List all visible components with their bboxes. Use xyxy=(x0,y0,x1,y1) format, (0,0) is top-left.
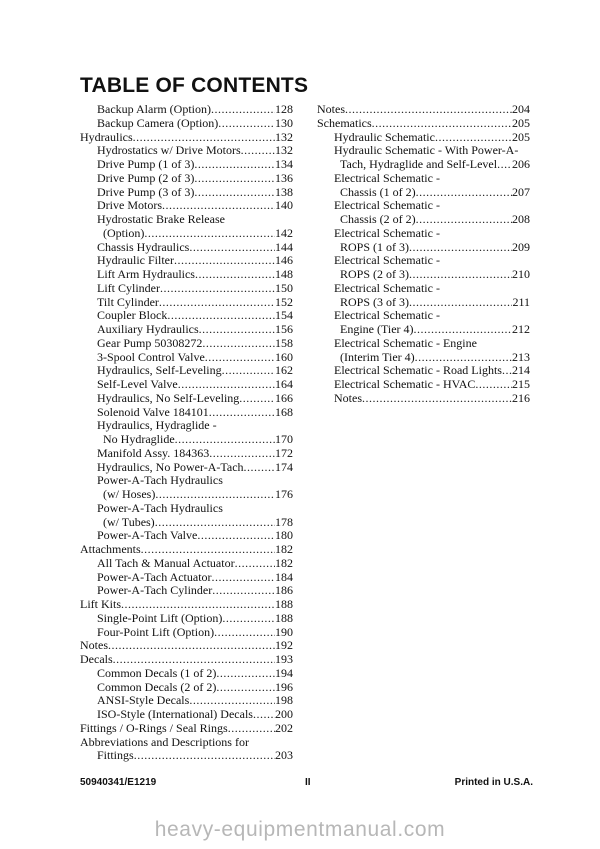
toc-left-column xyxy=(80,103,293,763)
toc-entry-title: Lift Kits xyxy=(80,598,121,611)
dot-leader xyxy=(409,268,512,282)
dot-leader xyxy=(502,364,512,378)
toc-entry-title: Fittings / O-Rings / Seal Rings xyxy=(80,721,228,735)
dot-leader xyxy=(416,186,512,200)
toc-entry-title: Single-Point Lift (Option) xyxy=(97,611,223,625)
toc-entry-title: Lift Arm Hydraulics xyxy=(97,268,195,281)
toc-entry-title: Fittings xyxy=(97,749,134,763)
toc-entry[interactable] xyxy=(317,241,530,255)
toc-entry-page: 166 xyxy=(275,391,293,405)
toc-entry-page: 192 xyxy=(275,639,293,653)
toc-entry-page: 136 xyxy=(275,171,293,185)
toc-entry[interactable] xyxy=(80,543,293,557)
toc-entry[interactable] xyxy=(80,241,293,255)
toc-entry-page: 202 xyxy=(275,721,293,735)
toc-entry-title: Hydrostatics w/ Drive Motors xyxy=(97,144,241,158)
dot-leader xyxy=(211,103,275,117)
toc-entry[interactable] xyxy=(80,158,293,172)
toc-entry[interactable] xyxy=(80,378,293,392)
toc-entry-title: Lift Cylinder xyxy=(97,281,160,295)
toc-entry[interactable] xyxy=(80,268,293,282)
toc-entry-page: 190 xyxy=(275,625,293,639)
toc-entry[interactable] xyxy=(80,419,293,433)
toc-entry-title: Engine (Tier 4) xyxy=(340,323,414,336)
toc-entry[interactable] xyxy=(317,323,530,337)
dot-leader xyxy=(409,296,512,310)
toc-entry[interactable] xyxy=(317,213,530,227)
toc-entry[interactable] xyxy=(80,296,293,310)
toc-entry-page: 216 xyxy=(512,391,530,405)
toc-entry-page: 210 xyxy=(512,268,530,281)
toc-entry-title: Hydraulic Filter xyxy=(97,254,174,268)
dot-leader xyxy=(144,227,275,241)
toc-entry[interactable] xyxy=(80,213,293,227)
toc-entry[interactable] xyxy=(317,103,530,117)
toc-entry-page: 176 xyxy=(275,488,293,501)
toc-entry-title: Backup Alarm (Option) xyxy=(97,103,211,116)
toc-entry[interactable] xyxy=(80,681,293,695)
dot-leader xyxy=(239,392,275,406)
toc-entry[interactable] xyxy=(80,474,293,488)
toc-entry-title: Coupler Block xyxy=(97,309,168,323)
toc-entry-page: 194 xyxy=(275,666,293,680)
toc-entry-page: 132 xyxy=(275,144,293,158)
toc-entry-title: Common Decals (1 of 2) xyxy=(97,666,217,680)
toc-entry-title: Electrical Schematic - xyxy=(334,281,440,295)
toc-entry-title: Power-A-Tach Actuator xyxy=(97,570,212,584)
toc-entry[interactable] xyxy=(80,571,293,585)
toc-entry[interactable] xyxy=(80,103,293,117)
dot-leader xyxy=(253,708,275,722)
toc-entry[interactable] xyxy=(80,612,293,626)
dot-leader xyxy=(214,626,275,640)
toc-entry[interactable] xyxy=(80,708,293,722)
toc-entry-title: Hydraulics, No Power-A-Tach xyxy=(97,460,244,474)
toc-entry-title: (w/ Tubes) xyxy=(103,515,155,529)
toc-entry-title: No Hydraglide xyxy=(103,433,175,446)
toc-entry[interactable] xyxy=(80,736,293,750)
dot-leader xyxy=(222,612,275,626)
toc-entry[interactable] xyxy=(317,364,530,378)
dot-leader xyxy=(199,323,275,337)
dot-leader xyxy=(160,282,275,296)
toc-entry[interactable] xyxy=(317,131,530,145)
toc-entry[interactable] xyxy=(80,461,293,475)
dot-leader xyxy=(189,694,275,708)
dot-leader xyxy=(175,433,275,447)
toc-entry-page: 205 xyxy=(512,116,530,130)
dot-leader xyxy=(178,378,275,392)
toc-entry[interactable] xyxy=(80,529,293,543)
dot-leader xyxy=(134,749,275,763)
toc-entry-title: Solenoid Valve 184101 xyxy=(97,405,209,419)
dot-leader xyxy=(235,557,275,571)
toc-entry-page: 174 xyxy=(275,460,293,474)
dot-leader xyxy=(155,488,275,502)
footer-document-number: 50940341/E1219 xyxy=(80,777,157,788)
toc-entry-title: Hydraulics xyxy=(80,130,133,144)
toc-entry[interactable] xyxy=(80,626,293,640)
dot-leader xyxy=(241,144,275,158)
toc-entry[interactable] xyxy=(80,557,293,571)
toc-entry-title: Hydraulic Schematic xyxy=(334,130,435,144)
toc-entry-page: 128 xyxy=(275,103,293,116)
toc-entry-page: 188 xyxy=(275,598,293,611)
toc-entry-page: 208 xyxy=(512,213,530,226)
toc-entry-title: Power-A-Tach Cylinder xyxy=(97,584,213,598)
toc-entry-title: Four-Point Lift (Option) xyxy=(97,625,215,639)
toc-entry-page: 154 xyxy=(275,309,293,323)
toc-entry-page: 144 xyxy=(275,240,293,254)
toc-entry-title: Power-A-Tach Hydraulics xyxy=(97,501,223,515)
toc-entry[interactable] xyxy=(317,172,530,186)
dot-leader xyxy=(202,337,275,351)
toc-entry-title: Common Decals (2 of 2) xyxy=(97,680,217,694)
toc-entry-title: Notes xyxy=(334,391,362,405)
toc-entry-page: 158 xyxy=(275,336,293,350)
toc-entry-page: 213 xyxy=(512,350,530,364)
toc-entry[interactable] xyxy=(317,199,530,213)
toc-entry-page: 200 xyxy=(275,708,293,721)
toc-entry-title: ISO-Style (International) Decals xyxy=(97,708,253,721)
toc-entry-title: Electrical Schematic - xyxy=(334,171,440,185)
toc-entry-title: Abbreviations and Descriptions for xyxy=(80,735,249,749)
toc-entry-title: Self-Level Valve xyxy=(97,378,178,391)
toc-entry-page: 211 xyxy=(512,295,530,309)
dot-leader xyxy=(416,213,512,227)
watermark: heavy-equipmentmanual.com xyxy=(154,818,446,841)
dot-leader xyxy=(174,254,275,268)
toc-entry-title: Electrical Schematic - xyxy=(334,199,440,213)
toc-entry-title: Drive Pump (2 of 3) xyxy=(97,171,195,185)
dot-leader xyxy=(222,364,275,378)
toc-entry-page: 186 xyxy=(275,584,293,598)
toc-entry-title: Tach, Hydraglide and Self-Level xyxy=(340,158,498,171)
toc-entry-page: 182 xyxy=(275,543,293,556)
toc-entry-page: 146 xyxy=(275,254,293,268)
dot-leader xyxy=(218,117,275,131)
dot-leader xyxy=(133,131,275,145)
dot-leader xyxy=(141,543,275,557)
toc-entry-page: 134 xyxy=(275,158,293,171)
toc-entry-page: 209 xyxy=(512,240,530,254)
toc-entry[interactable] xyxy=(80,172,293,186)
toc-entry-page: 162 xyxy=(275,364,293,378)
toc-entry-title: Tilt Cylinder xyxy=(97,295,159,309)
toc-entry-title: Notes xyxy=(317,103,345,116)
toc-entry-page: 180 xyxy=(275,529,293,543)
toc-entry[interactable] xyxy=(317,268,530,282)
toc-entry-title: Drive Motors xyxy=(97,199,162,213)
toc-entry-page: 182 xyxy=(275,556,293,570)
toc-entry-title: 3-Spool Control Valve xyxy=(97,350,205,364)
toc-entry-page: 160 xyxy=(275,350,293,364)
toc-entry[interactable] xyxy=(80,337,293,351)
footer-printed-in: Printed in U.S.A. xyxy=(454,777,533,788)
toc-entry-page: 172 xyxy=(275,446,293,460)
toc-entry[interactable] xyxy=(80,639,293,653)
toc-entry-page: 198 xyxy=(275,694,293,708)
toc-entry-title: Auxiliary Hydraulics xyxy=(97,323,199,336)
dot-leader xyxy=(216,667,275,681)
dot-leader xyxy=(209,406,275,420)
toc-entry[interactable] xyxy=(317,254,530,268)
toc-entry[interactable] xyxy=(317,392,530,406)
toc-entry[interactable] xyxy=(80,323,293,337)
toc-entry[interactable] xyxy=(317,144,530,158)
toc-entry-page: 150 xyxy=(275,281,293,295)
toc-entry[interactable] xyxy=(80,117,293,131)
toc-entry-page: 156 xyxy=(275,323,293,336)
dot-leader xyxy=(228,722,275,736)
toc-entry-title: Drive Pump (3 of 3) xyxy=(97,185,195,199)
toc-entry[interactable] xyxy=(80,406,293,420)
toc-entry-title: Gear Pump 50308272 xyxy=(97,336,203,350)
toc-entry-page: 138 xyxy=(275,185,293,199)
toc-entry[interactable] xyxy=(80,351,293,365)
toc-entry-title: Chassis (1 of 2) xyxy=(340,185,416,199)
dot-leader xyxy=(345,103,512,117)
dot-leader xyxy=(414,323,512,337)
toc-entry[interactable] xyxy=(80,199,293,213)
toc-entry-title: All Tach & Manual Actuator xyxy=(97,556,235,570)
toc-entry[interactable] xyxy=(80,131,293,145)
toc-entry-title: Decals xyxy=(80,653,113,666)
dot-leader xyxy=(197,529,275,543)
toc-entry-title: Power-A-Tach Hydraulics xyxy=(97,474,223,488)
dot-leader xyxy=(194,172,275,186)
toc-entry-page: 212 xyxy=(512,323,530,336)
toc-entry[interactable] xyxy=(80,653,293,667)
toc-entry-title: Attachments xyxy=(80,543,141,556)
toc-entry-page: 184 xyxy=(275,570,293,584)
toc-entry[interactable] xyxy=(317,296,530,310)
toc-entry[interactable] xyxy=(80,694,293,708)
toc-entry[interactable] xyxy=(317,117,530,131)
dot-leader xyxy=(415,351,512,365)
toc-entry[interactable] xyxy=(80,364,293,378)
toc-entry-title: Chassis Hydraulics xyxy=(97,240,190,254)
dot-leader xyxy=(167,309,275,323)
toc-entry-title: Schematics xyxy=(317,116,372,130)
toc-entry[interactable] xyxy=(80,447,293,461)
toc-entry-title: Power-A-Tach Valve xyxy=(97,529,198,543)
dot-leader xyxy=(195,268,275,282)
toc-entry-page: 132 xyxy=(275,130,293,144)
toc-entry-title: Hydraulics, Self-Leveling xyxy=(97,364,222,378)
toc-entry[interactable] xyxy=(80,584,293,598)
toc-entry-page: 207 xyxy=(512,185,530,199)
toc-entry-title: Electrical Schematic - Road Lights xyxy=(334,364,502,378)
dot-leader xyxy=(435,131,512,145)
toc-entry[interactable] xyxy=(317,158,530,172)
dot-leader xyxy=(244,461,275,475)
toc-entry[interactable] xyxy=(80,516,293,530)
toc-entry[interactable] xyxy=(80,749,293,763)
toc-entry-title: Notes xyxy=(80,639,108,653)
toc-entry-title: Backup Camera (Option) xyxy=(97,116,219,130)
dot-leader xyxy=(475,378,512,392)
toc-entry[interactable] xyxy=(80,254,293,268)
toc-entry[interactable] xyxy=(80,433,293,447)
toc-entry-title: (w/ Hoses) xyxy=(103,488,156,501)
toc-entry-title: (Option) xyxy=(103,226,145,240)
toc-entry-title: ROPS (2 of 3) xyxy=(340,268,410,281)
toc-entry-page: 215 xyxy=(512,378,530,391)
toc-entry-title: Electrical Schematic - Engine xyxy=(334,336,477,350)
toc-entry[interactable] xyxy=(80,186,293,200)
toc-entry-page: 193 xyxy=(275,653,293,666)
toc-entry[interactable] xyxy=(317,309,530,323)
toc-entry[interactable] xyxy=(80,667,293,681)
toc-entry-page: 188 xyxy=(275,611,293,625)
toc-entry[interactable] xyxy=(317,351,530,365)
dot-leader xyxy=(189,241,275,255)
toc-entry-page: 205 xyxy=(512,130,530,144)
toc-entry-page: 203 xyxy=(275,749,293,763)
toc-entry[interactable] xyxy=(317,186,530,200)
toc-entry-page: 140 xyxy=(275,199,293,213)
toc-entry-page: 152 xyxy=(275,295,293,309)
toc-entry[interactable] xyxy=(80,598,293,612)
dot-leader xyxy=(497,158,512,172)
toc-entry-page: 204 xyxy=(512,103,530,116)
toc-entry[interactable] xyxy=(80,488,293,502)
toc-entry-title: ROPS (1 of 3) xyxy=(340,240,410,254)
toc-entry-title: Hydrostatic Brake Release xyxy=(97,213,225,226)
toc-entry-page: 206 xyxy=(512,158,530,171)
dot-leader xyxy=(209,447,275,461)
toc-entry[interactable] xyxy=(317,282,530,296)
dot-leader xyxy=(121,598,275,612)
toc-entry-title: Electrical Schematic - HVAC xyxy=(334,378,476,391)
toc-entry-page: 214 xyxy=(512,364,530,378)
toc-entry[interactable] xyxy=(80,392,293,406)
toc-entry-title: Electrical Schematic - xyxy=(334,226,440,240)
toc-entry-title: Manifold Assy. 184363 xyxy=(97,446,210,460)
dot-leader xyxy=(212,571,275,585)
toc-entry-title: ROPS (3 of 3) xyxy=(340,295,410,309)
dot-leader xyxy=(205,351,275,365)
toc-entry-title: Electrical Schematic - xyxy=(334,309,440,323)
toc-entry-page: 142 xyxy=(275,226,293,240)
dot-leader xyxy=(212,584,275,598)
toc-entry-title: Hydraulics, No Self-Leveling xyxy=(97,391,240,405)
dot-leader xyxy=(409,241,512,255)
toc-entry-title: (Interim Tier 4) xyxy=(340,350,415,364)
toc-entry-page: 196 xyxy=(275,680,293,694)
page-title: TABLE OF CONTENTS xyxy=(80,74,309,97)
toc-entry[interactable] xyxy=(317,337,530,351)
footer-page-number: II xyxy=(305,777,311,788)
toc-entry-title: Drive Pump (1 of 3) xyxy=(97,158,195,171)
toc-entry[interactable] xyxy=(80,144,293,158)
toc-entry-page: 148 xyxy=(275,268,293,281)
toc-entry-title: Hydraulics, Hydraglide - xyxy=(97,419,217,433)
toc-entry[interactable] xyxy=(80,722,293,736)
dot-leader xyxy=(194,158,275,172)
dot-leader xyxy=(216,681,275,695)
toc-entry-title: Electrical Schematic - xyxy=(334,254,440,268)
dot-leader xyxy=(162,199,275,213)
toc-entry[interactable] xyxy=(80,502,293,516)
dot-leader xyxy=(159,296,275,310)
toc-entry-title: Hydraulic Schematic - With Power-A- xyxy=(334,144,519,158)
dot-leader xyxy=(362,392,512,406)
toc-entry-title: ANSI-Style Decals xyxy=(97,694,190,708)
toc-entry-page: 170 xyxy=(275,433,293,446)
toc-right-column xyxy=(317,103,530,406)
dot-leader xyxy=(113,653,275,667)
toc-entry[interactable] xyxy=(317,227,530,241)
dot-leader xyxy=(194,186,275,200)
toc-entry-title: Chassis (2 of 2) xyxy=(340,213,416,226)
toc-entry[interactable] xyxy=(317,378,530,392)
toc-entry-page: 178 xyxy=(275,515,293,529)
toc-entry-page: 164 xyxy=(275,378,293,391)
toc-entry[interactable] xyxy=(80,227,293,241)
dot-leader xyxy=(372,117,512,131)
toc-entry-page: 168 xyxy=(275,405,293,419)
dot-leader xyxy=(108,639,275,653)
toc-entry-page: 130 xyxy=(275,116,293,130)
toc-entry[interactable] xyxy=(80,282,293,296)
toc-entry[interactable] xyxy=(80,309,293,323)
dot-leader xyxy=(155,516,275,530)
